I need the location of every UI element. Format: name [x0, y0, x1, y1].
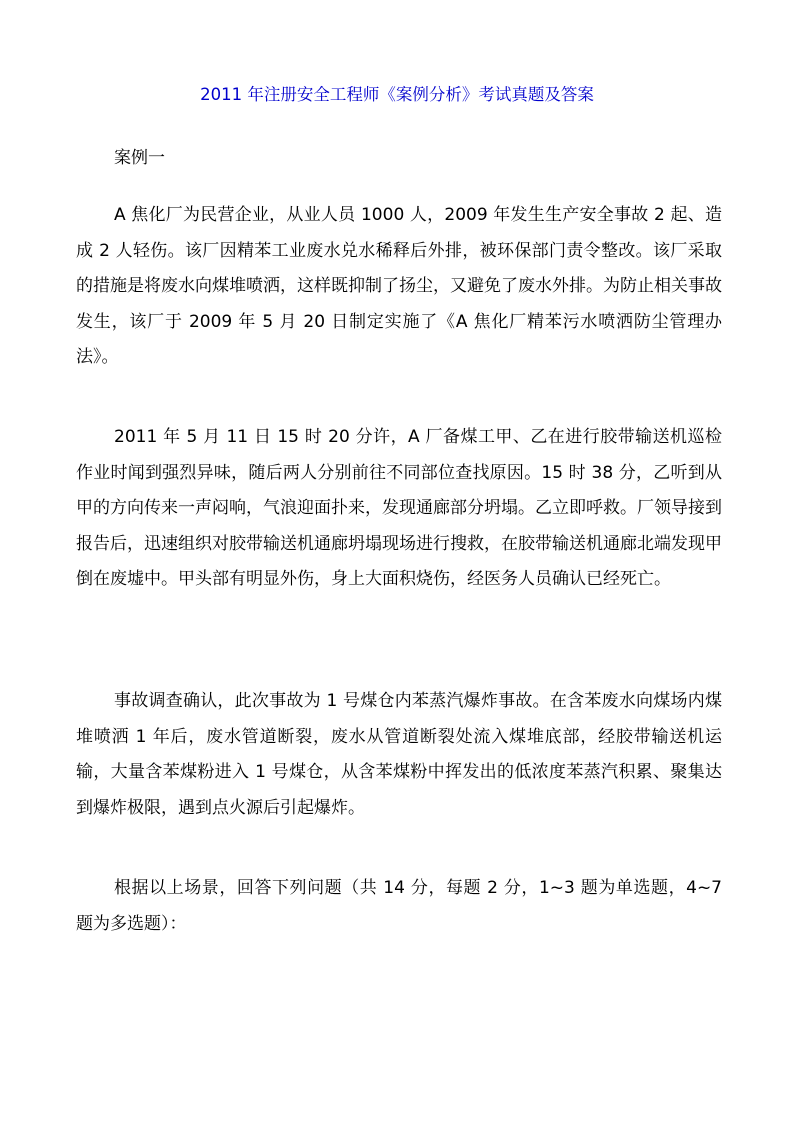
paragraph-question-instructions: 根据以上场景，回答下列问题（共 14 分，每题 2 分，1~3 题为单选题，4~7 题为多选题）：: [76, 878, 722, 934]
paragraph-background: A 焦化厂为民营企业，从业人员 1000 人，2009 年发生生产安全事故 2 起、造成 2 人轻伤。该厂因精苯工业废水兑水稀释后外排，被环保部门责令整改。该厂采取的措施是将废水向煤堆喷洒，这样既抑制了扬尘，又避免了废水外排。为防止相关事故发生，该厂于 2009 年 5 月 20 日制定实施了《A 焦化厂精苯污水喷洒防尘管理办法》。: [76, 205, 722, 367]
document-title: 2011 年注册安全工程师《案例分析》考试真题及答案: [200, 85, 594, 104]
case-heading: 案例一: [114, 148, 165, 168]
paragraph-incident: 2011 年 5 月 11 日 15 时 20 分许，A 厂备煤工甲、乙在进行胶带输送机巡检作业时闻到强烈异味，随后两人分别前往不同部位查找原因。15 时 38 分，乙听到从甲的方向传来一声闷响，气浪迎面扑来，发现通廊部分坍塌。乙立即呼救。厂领导接到报告后，迅速组织对胶带输送机通廊坍塌现场进行搜救，在胶带输送机通廊北端发现甲倒在废墟中。甲头部有明显外伤，身上大面积烧伤，经医务人员确认已经死亡。: [76, 427, 722, 589]
paragraph-investigation: 事故调查确认，此次事故为 1 号煤仓内苯蒸汽爆炸事故。在含苯废水向煤场内煤堆喷洒 1 年后，废水管道断裂，废水从管道断裂处流入煤堆底部，经胶带输送机运输，大量含苯煤粉进入 1 号煤仓，从含苯煤粉中挥发出的低浓度苯蒸汽积累、聚集达到爆炸极限，遇到点火源后引起爆炸。: [76, 691, 722, 818]
